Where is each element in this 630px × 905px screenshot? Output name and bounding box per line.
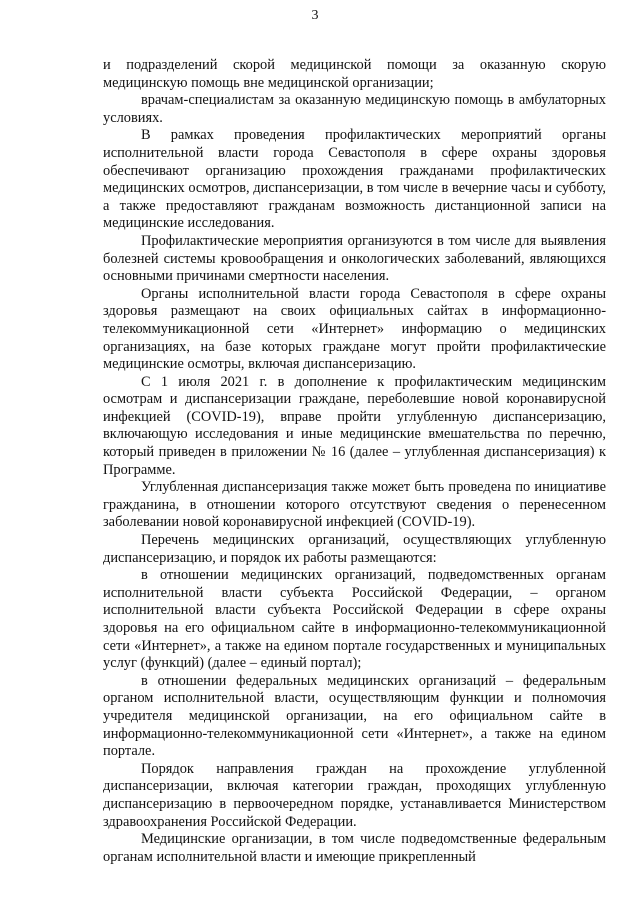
paragraph: Перечень медицинских организаций, осуществляющих углубленную диспансеризацию, и порядок их работы размещаются: bbox=[103, 532, 606, 566]
paragraph: в отношении федеральных медицинских организаций – федеральным органом исполнительной власти, осуществляющим функции и полномочия учредителя медицинской организации, на его официальном сайте в информационно-телекоммуникационной сети «Интернет», а также на едином портале. bbox=[103, 672, 606, 760]
paragraph: Медицинские организации, в том числе подведомственные федеральным органам исполнительной власти и имеющие прикрепленный bbox=[103, 831, 606, 865]
paragraph: С 1 июля 2021 г. в дополнение к профилактическим медицинским осмотрам и диспансеризации граждане, переболевшие новой коронавирусной инфекцией (COVID-19), вправе пройти углубленную диспансеризацию, включающую исследования и иные медицинские вмешательства по перечню, который приведен в приложении № 16 (далее – углубленная диспансеризация) к Программе. bbox=[103, 373, 606, 478]
paragraph: Профилактические мероприятия организуются в том числе для выявления болезней системы кровообращения и онкологических заболеваний, являющихся основными причинами смертности населения. bbox=[103, 232, 606, 285]
paragraph: и подразделений скорой медицинской помощи за оказанную скорую медицинскую помощь вне медицинской организации; bbox=[103, 57, 606, 91]
paragraph: Органы исполнительной власти города Севастополя в сфере охраны здоровья размещают на своих официальных сайтах в информационно-телекоммуникационной сети «Интернет» информацию о медицинских организациях, на базе которых граждане могут пройти профилактические медицинские осмотры, включая диспансеризацию. bbox=[103, 285, 606, 373]
document-body bbox=[103, 57, 606, 866]
paragraph: в отношении медицинских организаций, подведомственных органам исполнительной власти субъекта Российской Федерации, – органом исполнительной власти субъекта Российской Федерации в сфере охраны здоровья на его официальном сайте в информационно-телекоммуникационной сети «Интернет», а также на едином портале государственных и муниципальных услуг (функций) (далее – единый портал); bbox=[103, 567, 606, 672]
paragraph: врачам-специалистам за оказанную медицинскую помощь в амбулаторных условиях. bbox=[103, 92, 606, 126]
paragraph: Порядок направления граждан на прохождение углубленной диспансеризации, включая категории граждан, проходящих углубленную диспансеризацию в первоочередном порядке, устанавливается Министерством здравоохранения Российской Федерации. bbox=[103, 760, 606, 830]
paragraph: Углубленная диспансеризация также может быть проведена по инициативе гражданина, в отношении которого отсутствуют сведения о перенесенном заболевании новой коронавирусной инфекцией (COVID-19). bbox=[103, 479, 606, 531]
page-number: 3 bbox=[311, 8, 319, 23]
paragraph: В рамках проведения профилактических мероприятий органы исполнительной власти города Севастополя в сфере охраны здоровья обеспечивают организацию прохождения гражданами профилактических медицинских осмотров, диспансеризации, в том числе в вечерние часы и субботу, а также предоставляют гражданам возможность дистанционной записи на медицинские исследования. bbox=[103, 127, 606, 232]
